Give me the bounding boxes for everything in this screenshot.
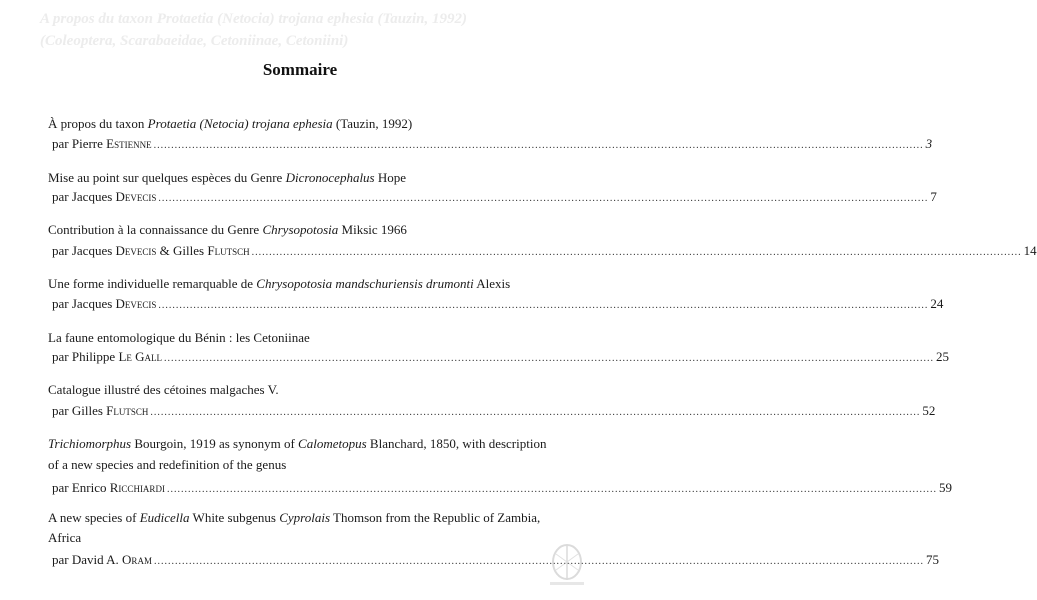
page-number: 24 [930, 296, 944, 311]
publisher-emblem-icon [544, 540, 590, 590]
dot-leader: ............................................................................................................................................................................................................................ [251, 247, 1022, 258]
author-surname: Devecis [115, 243, 157, 258]
toc-entry-author [52, 296, 156, 312]
toc-entry-author [52, 552, 152, 568]
toc-entry-author [52, 480, 165, 496]
toc-entry-author-row[interactable] [52, 243, 1037, 259]
author-prefix: par Jacques [52, 243, 116, 258]
author-prefix: par Gilles [52, 403, 107, 418]
dot-leader: ............................................................................................................................................................................................................................ [158, 193, 929, 204]
dot-leader: ............................................................................................................................................................................................................................ [153, 556, 924, 567]
author-prefix: par Jacques [52, 189, 116, 204]
page-number: 59 [938, 480, 952, 495]
author-surname-2: Flutsch [207, 243, 250, 258]
author-prefix: par Philippe [52, 349, 119, 364]
dot-leader: ............................................................................................................................................................................................................................ [153, 140, 924, 151]
toc-entry-author [52, 136, 152, 152]
author-surname: Oram [122, 552, 152, 567]
title-segment: Mise au point sur quelques espèces du Genre [48, 170, 286, 185]
page-number: 7 [930, 189, 937, 204]
toc-entry-author-row[interactable] [52, 480, 952, 496]
title-segment: Hope [374, 170, 407, 185]
toc-entry-title [48, 222, 568, 238]
page-number: 25 [936, 349, 950, 364]
author-surname: Flutsch [106, 403, 149, 418]
author-joiner: & Gilles [156, 243, 208, 258]
title-segment: Blanchard, 1850, with description [366, 436, 547, 451]
page-title: Sommaire [262, 60, 338, 79]
author-surname: Ricchiardi [109, 480, 165, 495]
title-segment: Miksic 1966 [338, 222, 407, 237]
toc-entry-author [52, 403, 148, 419]
title-segment: A new species of [48, 510, 140, 525]
title-segment: Une forme individuelle remarquable de [48, 276, 257, 291]
toc-entry-author-row[interactable] [52, 189, 937, 205]
title-segment: Catalogue illustré des cétoines malgaches V. [48, 382, 279, 397]
author-surname: Devecis [115, 189, 157, 204]
page-number: 75 [925, 552, 939, 567]
toc-entry-title [48, 510, 568, 526]
author-prefix: par Pierre [52, 136, 107, 151]
title-italic-segment: Protaetia (Netocia) trojana ephesia [147, 116, 333, 131]
toc-entry-author [52, 243, 250, 259]
toc-entry-title [48, 382, 568, 398]
title-segment: Contribution à la connaissance du Genre [48, 222, 263, 237]
title-segment: Thomson from the Republic of Zambia, [330, 510, 541, 525]
author-surname: Estienne [106, 136, 152, 151]
title-segment: Alexis [473, 276, 511, 291]
title-italic-segment: Chrysopotosia [262, 222, 339, 237]
toc-entry-title [48, 436, 568, 452]
toc-entry-title [48, 116, 568, 132]
title-segment: Bourgoin, 1919 as synonym of [131, 436, 299, 451]
page-number: 14 [1023, 243, 1037, 258]
bleed-line-2: (Coleoptera, Scarabaeidae, Cetoniinae, Cetoniini) [40, 33, 349, 49]
title-italic-segment: Trichiomorphus [48, 436, 132, 451]
toc-entry-author-row[interactable] [52, 552, 939, 568]
title-italic-segment: Cyprolais [279, 510, 331, 525]
toc-entry-title [48, 170, 568, 186]
dot-leader: ............................................................................................................................................................................................................................ [166, 484, 937, 495]
author-surname: Le Gall [118, 349, 163, 364]
toc-entry-author-row[interactable] [52, 403, 936, 419]
page-number: 3 [925, 136, 933, 151]
bleed-line-1: A propos du taxon Protaetia (Netocia) trojana ephesia (Tauzin, 1992) [40, 11, 467, 27]
title-segment: (Tauzin, 1992) [332, 116, 413, 131]
title-italic-segment: Eudicella [139, 510, 190, 525]
toc-entry-author-row[interactable] [52, 296, 944, 312]
author-prefix: par Enrico [52, 480, 110, 495]
author-prefix: par Jacques [52, 296, 116, 311]
toc-entry-title [48, 276, 568, 292]
author-prefix: par David A. [52, 552, 123, 567]
title-italic-segment: Dicronocephalus [285, 170, 375, 185]
toc-entry-author [52, 189, 156, 205]
toc-entry-title [48, 330, 568, 346]
title-segment: White subgenus [189, 510, 280, 525]
toc-entry-author-row[interactable] [52, 136, 933, 152]
page-number: 52 [922, 403, 936, 418]
author-surname: Devecis [115, 296, 157, 311]
title-italic-segment: Calometopus [298, 436, 367, 451]
dot-leader: ............................................................................................................................................................................................................................ [150, 407, 921, 418]
title-italic-segment: Chrysopotosia mandschuriensis drumonti [256, 276, 474, 291]
title-segment: La faune entomologique du Bénin : les Cetoniinae [48, 330, 310, 345]
dot-leader: ............................................................................................................................................................................................................................ [164, 353, 935, 364]
dot-leader: ............................................................................................................................................................................................................................ [158, 300, 929, 311]
toc-entry-title-line2: of a new species and redefinition of the genus [48, 457, 287, 472]
toc-entry-title-line2: Africa [48, 530, 82, 545]
bleed-through-text [40, 8, 580, 52]
title-segment: À propos du taxon [48, 116, 148, 131]
toc-entry-author [52, 349, 162, 365]
toc-entry-author-row[interactable] [52, 349, 950, 365]
